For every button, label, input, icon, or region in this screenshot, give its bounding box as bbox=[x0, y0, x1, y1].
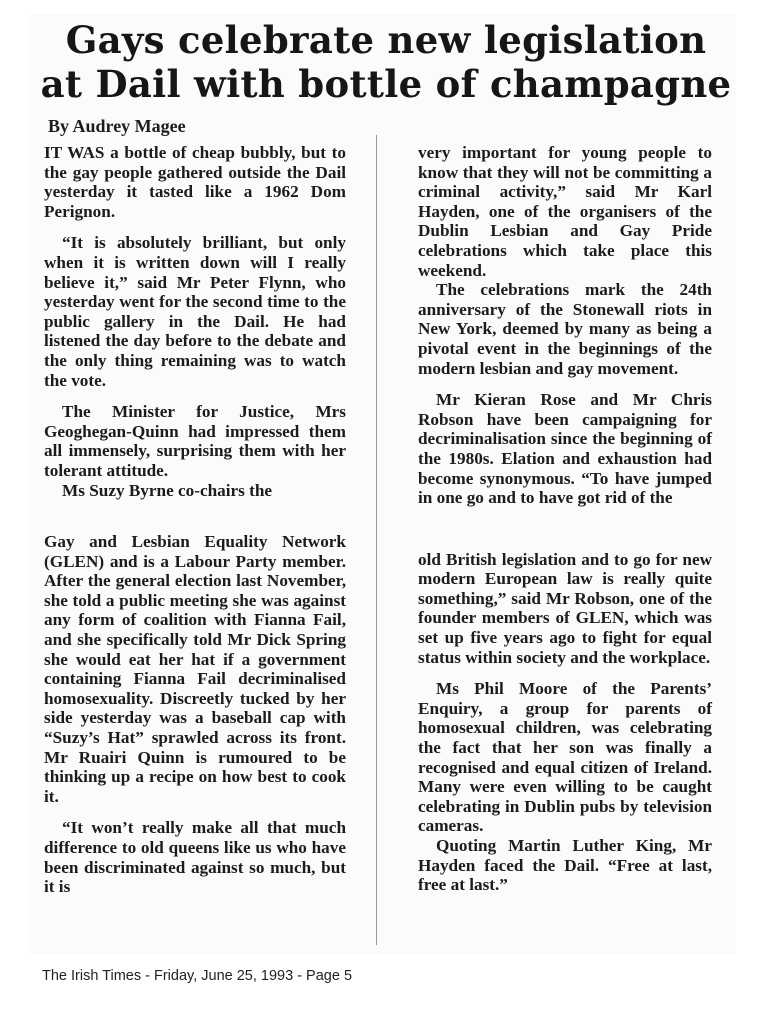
byline: By Audrey Magee bbox=[48, 116, 186, 136]
article-column-2 bbox=[418, 143, 712, 907]
paragraph: Mr Kieran Rose and Mr Chris Robson have been campaigning for decriminalisation since the beginning of the 1980s. Elation and exhaustion had become synonymous. “To have jumped in one go and to have got rid of the bbox=[418, 390, 712, 508]
article-column-1 bbox=[44, 143, 346, 909]
paragraph: old British legislation and to go for new modern European law is really quite something,” said Mr Robson, one of the founder members of GLEN, which was set up five years ago to fight for equal status within society and the workplace. bbox=[418, 549, 712, 667]
paragraph: “It is absolutely brilliant, but only when it is written down will I really believe it,” said Mr Peter Flynn, who yesterday went for the second time to the public gallery in the Dail. He had listened the day before to the debate and the only thing remaining was to watch the vote. bbox=[44, 233, 346, 390]
paragraph: Quoting Martin Luther King, Mr Hayden faced the Dail. “Free at last, free at last.” bbox=[418, 836, 712, 895]
paragraph: IT WAS a bottle of cheap bubbly, but to the gay people gathered outside the Dail yesterday it tasted like a 1962 Dom Perignon. bbox=[44, 143, 346, 221]
column-gap bbox=[418, 520, 712, 550]
headline bbox=[36, 18, 736, 106]
paragraph: “It won’t really make all that much difference to old queens like us who have been discriminated against so much, but it is bbox=[44, 818, 346, 897]
paragraph: Ms Suzy Byrne co-chairs the bbox=[62, 480, 273, 500]
column-gap bbox=[44, 512, 346, 532]
headline-line-2: at Dail with bottle of champagne bbox=[40, 62, 732, 106]
paragraph: The Minister for Justice, Mrs Geoghegan-Quinn had impressed them all immensely, surprising them with her tolerant attitude. bbox=[44, 402, 346, 480]
column-divider bbox=[376, 135, 377, 945]
source-caption: The Irish Times - Friday, June 25, 1993 - Page 5 bbox=[42, 968, 353, 984]
paragraph: Ms Phil Moore of the Parents’ Enquiry, a group for parents of homosexual children, was celebrating the fact that her son was finally a recognised and equal citizen of Ireland. Many were even willing to be caught celebrating in Dublin pubs by television cameras. bbox=[418, 679, 712, 836]
paragraph: Gay and Lesbian Equality Network (GLEN) and is a Labour Party member. After the general election last November, she told a public meeting she was against any form of coalition with Fianna Fail, and she specifically told Mr Dick Spring she would eat her hat if a government containing Fianna Fail decriminalised homosexuality. Discreetly tucked by her side yesterday was a baseball cap with “Suzy’s Hat” sprawled across its front. Mr Ruairi Quinn is rumoured to be thinking up a recipe on how best to cook it. bbox=[44, 532, 346, 806]
paragraph: The celebrations mark the 24th anniversary of the Stonewall riots in New York, deemed by many as being a pivotal event in the beginnings of the modern lesbian and gay movement. bbox=[418, 280, 712, 378]
paragraph: very important for young people to know that they will not be committing a criminal activity,” said Mr Karl Hayden, one of the organisers of the Dublin Lesbian and Gay Pride celebrations which take place this weekend. bbox=[418, 143, 712, 280]
headline-line-1: Gays celebrate new legislation bbox=[65, 18, 707, 62]
